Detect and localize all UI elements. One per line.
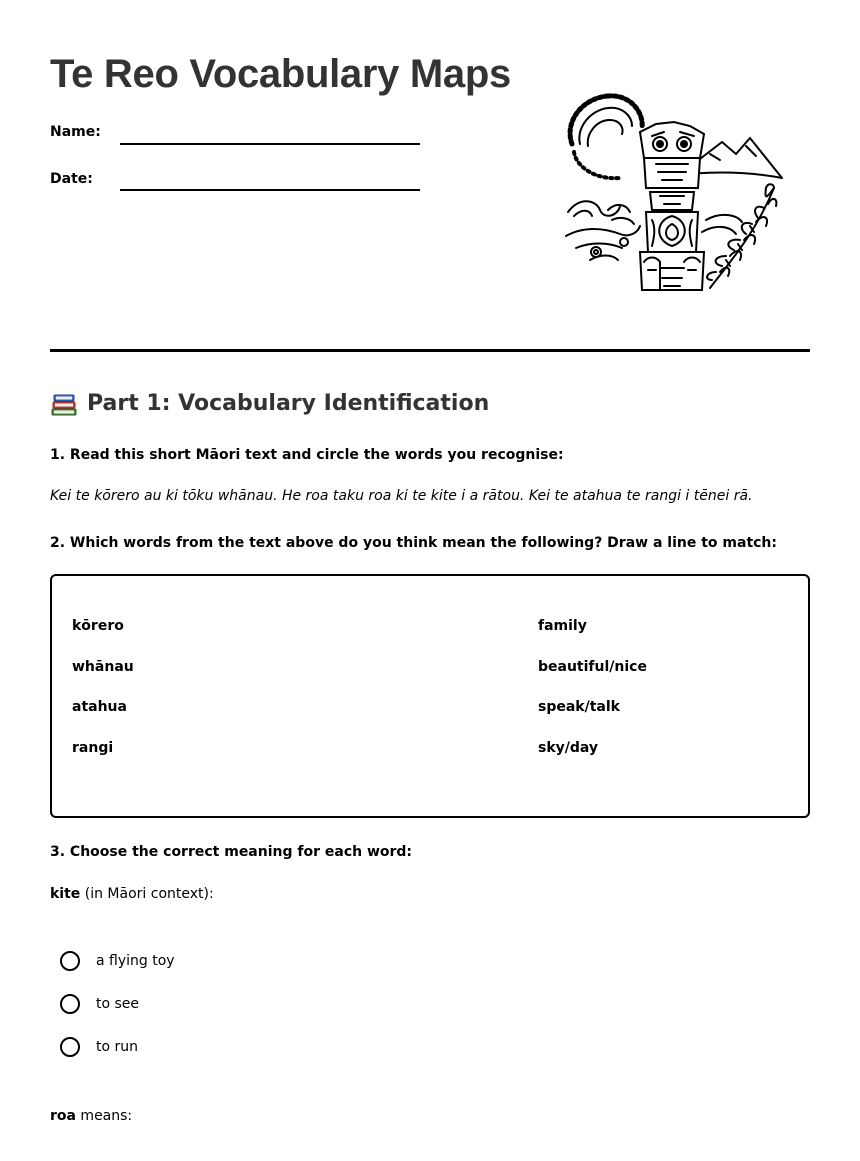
radio-option-label: to run [96, 1039, 139, 1055]
fern-icon [707, 184, 776, 288]
match-left-item[interactable]: whānau [72, 659, 134, 675]
date-label: Date: [50, 171, 93, 187]
radio-option[interactable] [60, 1034, 138, 1060]
sun-icon [570, 96, 642, 178]
q3-item-roa [50, 1107, 132, 1125]
matching-box[interactable] [50, 574, 810, 818]
date-field[interactable] [120, 189, 420, 191]
radio-button[interactable] [60, 1037, 80, 1057]
match-right-item[interactable]: family [538, 618, 587, 634]
radio-option[interactable] [60, 991, 139, 1017]
match-right-item[interactable]: speak/talk [538, 699, 620, 715]
match-right-item[interactable]: sky/day [538, 740, 599, 756]
q1-prompt: 1. Read this short Māori text and circle the words you recognise: [50, 447, 564, 463]
q3-prompt: 3. Choose the correct meaning for each word: [50, 844, 413, 860]
radio-option-label: to see [96, 996, 140, 1012]
q3-item-kite [50, 885, 214, 903]
q3-word-suffix: (in Māori context): [80, 886, 214, 902]
radio-option-label: a flying toy [96, 953, 175, 969]
match-left-item[interactable]: rangi [72, 740, 114, 756]
worksheet-title: Te Reo Vocabulary Maps [50, 52, 511, 96]
q2-prompt: 2. Which words from the text above do you think mean the following? Draw a line to match: [50, 535, 777, 551]
part1-heading [50, 388, 489, 420]
maori-carving-illustration [560, 92, 785, 294]
q3-word: roa [50, 1108, 76, 1124]
pou-carving-icon [640, 122, 704, 290]
section-divider [50, 349, 810, 352]
q3-word-suffix: means: [75, 1108, 133, 1124]
match-right-item[interactable]: beautiful/nice [538, 659, 647, 675]
radio-option[interactable] [60, 948, 175, 974]
maori-passage[interactable]: Kei te kōrero au ki tōku whānau. He roa taku roa ki te kite i a rātou. Kei te atahua te rangi i tēnei rā. [50, 488, 753, 504]
name-field[interactable] [120, 143, 420, 145]
radio-button[interactable] [60, 951, 80, 971]
match-left-item[interactable]: atahua [72, 699, 127, 715]
radio-button[interactable] [60, 994, 80, 1014]
q3-word: kite [50, 886, 81, 902]
books-icon [50, 391, 78, 417]
part1-title: Part 1: Vocabulary Identification [87, 391, 490, 416]
name-label: Name: [50, 124, 101, 140]
match-left-item[interactable]: kōrero [72, 618, 124, 634]
